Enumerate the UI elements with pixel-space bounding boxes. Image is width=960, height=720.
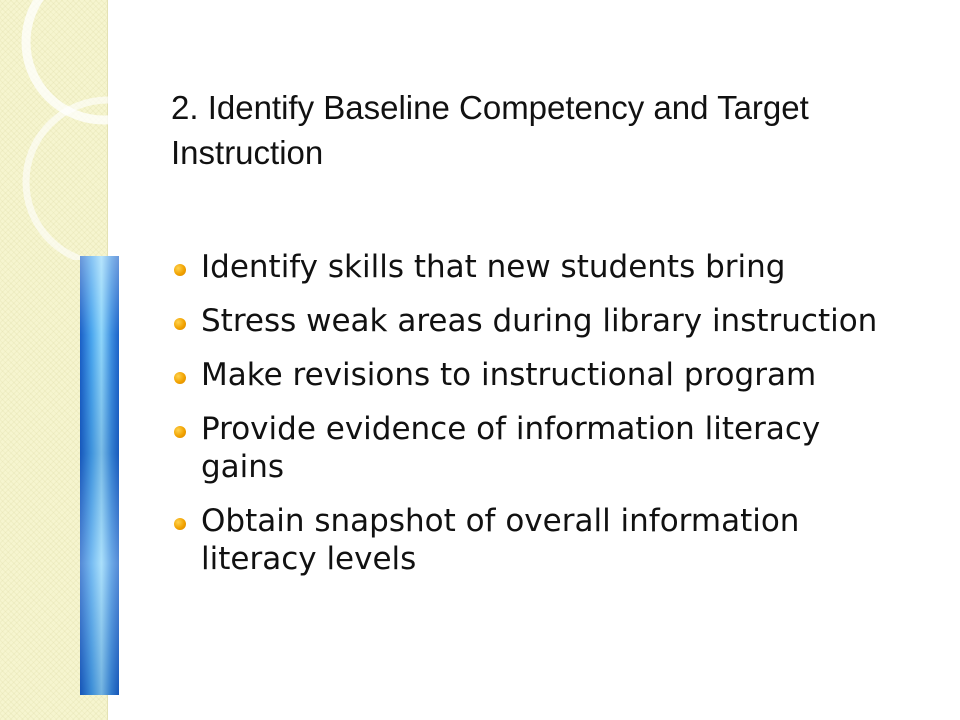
decorative-circles: [0, 0, 110, 260]
bullet-text: Obtain snapshot of overall information literacy levels: [201, 503, 800, 577]
bullet-text: Stress weak areas during library instruction: [201, 303, 878, 339]
bullet-dot-icon: [174, 318, 186, 330]
slide-title: 2. Identify Baseline Competency and Target Instruction: [171, 89, 809, 171]
bullet-item: [174, 302, 894, 340]
bullet-item: [174, 248, 894, 286]
bullet-text: Provide evidence of information literacy gains: [201, 411, 821, 485]
accent-bar: [80, 256, 119, 695]
bullet-dot-icon: [174, 372, 186, 384]
bullet-text: Identify skills that new students bring: [201, 249, 786, 285]
bullet-item: [174, 410, 894, 486]
bullet-list: [174, 248, 894, 594]
bullet-dot-icon: [174, 518, 186, 530]
bullet-text: Make revisions to instructional program: [201, 357, 817, 393]
bullet-dot-icon: [174, 264, 186, 276]
bullet-item: [174, 356, 894, 394]
bullet-item: [174, 502, 894, 578]
bullet-dot-icon: [174, 426, 186, 438]
